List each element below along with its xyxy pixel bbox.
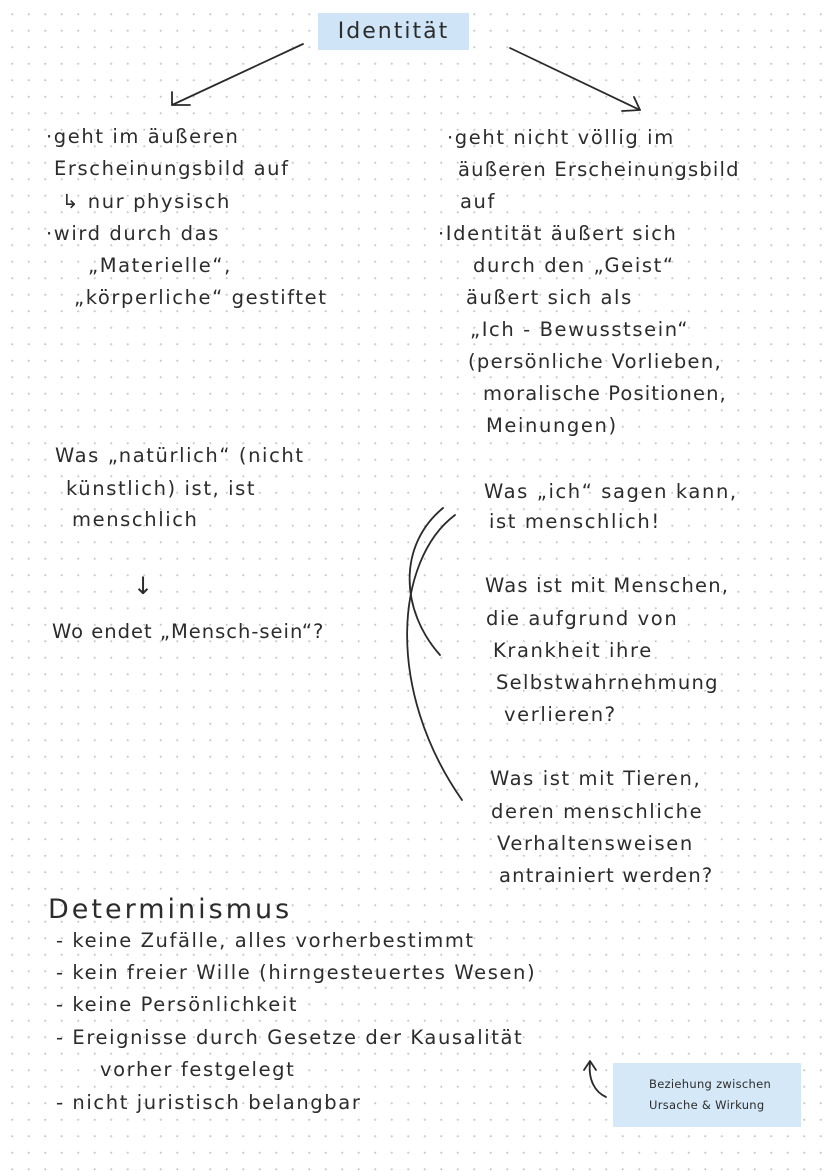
left-question-1: Was „natürlich“ (nicht: [55, 444, 305, 467]
cause-effect-note: [613, 1063, 801, 1127]
determinism-item-3: - keine Persönlichkeit: [56, 993, 299, 1016]
right-q1-2: die aufgrund von: [486, 607, 679, 630]
curved-arrow-to-note: [590, 1062, 606, 1097]
right-claim-1: Was „ich“ sagen kann,: [484, 480, 738, 503]
left-line-1: ·geht im äußeren: [46, 125, 240, 148]
left-line-3: ↳ nur physisch: [62, 190, 231, 213]
page-title: Identität: [318, 13, 469, 50]
note-line-1: Beziehung zwischen: [649, 1077, 772, 1091]
right-q2-3: Verhaltensweisen: [497, 832, 694, 855]
right-q1-1: Was ist mit Menschen,: [485, 574, 730, 597]
determinism-item-5: vorher festgelegt: [100, 1058, 296, 1081]
right-q1-4: Selbstwahrnehmung: [496, 671, 719, 694]
right-q2-1: Was ist mit Tieren,: [490, 767, 702, 790]
right-q2-2: deren menschliche: [491, 800, 704, 823]
down-arrow-icon: ↓: [133, 572, 155, 600]
left-line-4: ·wird durch das: [46, 222, 220, 245]
left-question-3: menschlich: [72, 508, 199, 531]
right-line-7: „Ich - Bewusstsein“: [470, 318, 690, 341]
right-q2-4: antrainiert werden?: [499, 864, 714, 887]
right-line-3: auf: [460, 190, 496, 213]
bracket-curve-outer: [407, 515, 462, 800]
right-line-8: (persönliche Vorlieben,: [468, 350, 722, 373]
left-question-2: künstlich) ist, ist: [66, 477, 257, 500]
left-followup: Wo endet „Mensch-sein“?: [52, 620, 325, 643]
left-line-5: „Materielle“,: [88, 254, 232, 277]
determinism-item-1: - keine Zufälle, alles vorherbestimmt: [56, 929, 475, 952]
right-line-6: äußert sich als: [466, 286, 633, 309]
determinism-item-6: - nicht juristisch belangbar: [56, 1091, 362, 1114]
right-line-5: durch den „Geist“: [473, 254, 675, 277]
right-line-10: Meinungen): [486, 414, 618, 437]
right-line-2: äußeren Erscheinungsbild: [458, 158, 740, 181]
left-line-6: „körperliche“ gestiftet: [74, 286, 328, 309]
right-claim-2: ist menschlich!: [489, 510, 661, 533]
determinism-heading: Determinismus: [48, 894, 293, 925]
note-line-2: Ursache & Wirkung: [649, 1098, 765, 1112]
right-line-1: ·geht nicht völlig im: [447, 126, 675, 149]
right-line-4: ·Identität äußert sich: [438, 222, 678, 245]
right-q1-5: verlieren?: [504, 703, 617, 726]
right-q1-3: Krankheit ihre: [493, 639, 653, 662]
arrow-left: [172, 44, 303, 105]
arrow-right: [510, 48, 640, 110]
right-line-9: moralische Positionen,: [483, 382, 727, 405]
determinism-item-2: - kein freier Wille (hirngesteuertes Wesen): [56, 961, 537, 984]
determinism-item-4: - Ereignisse durch Gesetze der Kausalität: [56, 1026, 524, 1049]
left-line-2: Erscheinungsbild auf: [54, 157, 290, 180]
